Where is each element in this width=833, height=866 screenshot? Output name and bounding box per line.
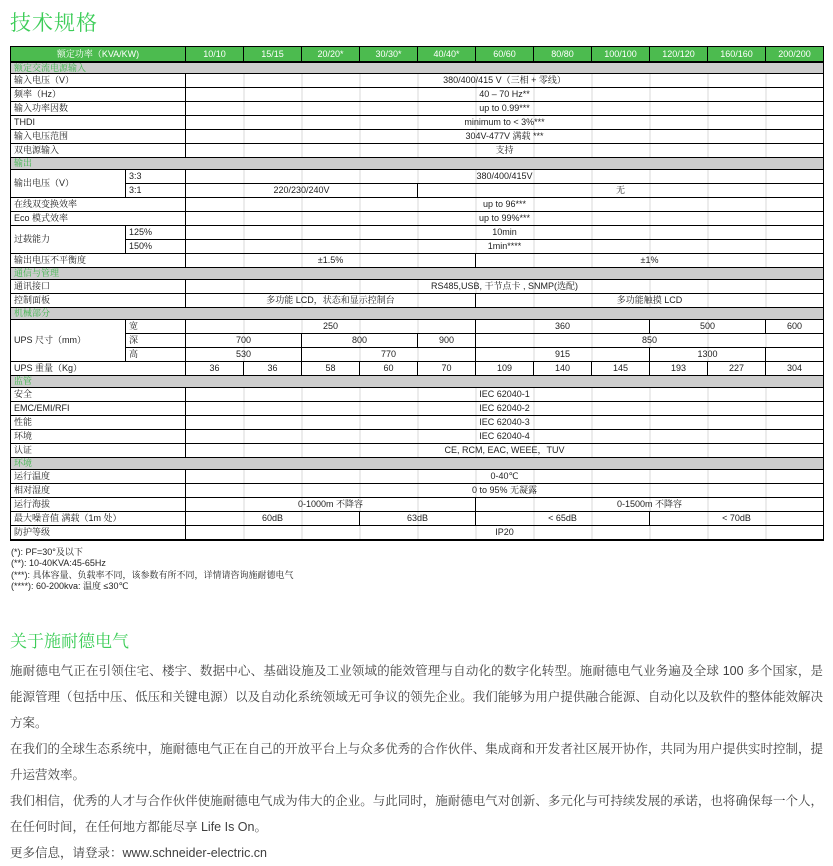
row-label: 最大噪音值 满载（1m 处） xyxy=(11,512,186,526)
row-label: 频率（Hz） xyxy=(11,88,186,102)
spec-value: 1300 xyxy=(650,348,766,362)
spec-row xyxy=(11,498,824,512)
spec-value: 0-40℃ xyxy=(186,470,824,484)
section-row xyxy=(11,308,824,320)
header-power-column: 30/30* xyxy=(360,47,418,62)
spec-value: 700 xyxy=(186,334,302,348)
spec-value: 36 xyxy=(244,362,302,376)
section-title: 机械部分 xyxy=(11,308,824,320)
about-section xyxy=(10,627,823,866)
spec-value: ±1.5% xyxy=(186,254,476,268)
spec-value: IEC 62040-4 xyxy=(186,430,824,444)
row-label: THDI xyxy=(11,116,186,130)
spec-value: 380/400/415V xyxy=(186,170,824,184)
spec-value: 58 xyxy=(302,362,360,376)
section-title: 输出 xyxy=(11,158,824,170)
footnote: (**): 10-40KVA:45-65Hz xyxy=(11,558,106,568)
spec-row xyxy=(11,402,824,416)
spec-value: 60dB xyxy=(186,512,360,526)
spec-value: 无 xyxy=(418,184,824,198)
header-power-column: 20/20* xyxy=(302,47,360,62)
spec-value: 145 xyxy=(592,362,650,376)
header-power-column: 10/10 xyxy=(186,47,244,62)
spec-value: 60 xyxy=(360,362,418,376)
row-label: 运行海拔 xyxy=(11,498,186,512)
spec-value: up to 99%*** xyxy=(186,212,824,226)
spec-row xyxy=(11,348,824,362)
spec-value: IEC 62040-2 xyxy=(186,402,824,416)
spec-row xyxy=(11,280,824,294)
spec-value: 304V-477V 满载 *** xyxy=(186,130,824,144)
row-label: 性能 xyxy=(11,416,186,430)
row-label: 通讯接口 xyxy=(11,280,186,294)
spec-value: 0 to 95% 无凝露 xyxy=(186,484,824,498)
spec-row xyxy=(11,320,824,334)
table-header-row xyxy=(11,47,824,62)
row-label: 输入电压（V） xyxy=(11,74,186,88)
spec-value: minimum to < 3%*** xyxy=(186,116,824,130)
spec-row xyxy=(11,388,824,402)
spec-row xyxy=(11,116,824,130)
spec-value: 109 xyxy=(476,362,534,376)
spec-value: 40 – 70 Hz** xyxy=(186,88,824,102)
spec-value: 193 xyxy=(650,362,708,376)
footnote: (****): 60-200kva: 温度 ≤30℃ xyxy=(11,581,129,591)
spec-row xyxy=(11,184,824,198)
header-power-column: 160/160 xyxy=(708,47,766,62)
spec-row xyxy=(11,362,824,376)
header-power-column: 80/80 xyxy=(534,47,592,62)
row-sublabel: 高 xyxy=(126,348,186,362)
spec-row xyxy=(11,334,824,348)
header-power-column: 120/120 xyxy=(650,47,708,62)
row-label: 在线双变换效率 xyxy=(11,198,186,212)
row-label: 输出电压不平衡度 xyxy=(11,254,186,268)
spec-value: 0-1000m 不降容 xyxy=(186,498,476,512)
spec-value: 0-1500m 不降容 xyxy=(476,498,824,512)
row-sublabel: 125% xyxy=(126,226,186,240)
section-row xyxy=(11,158,824,170)
spec-row xyxy=(11,226,824,240)
spec-row xyxy=(11,512,824,526)
row-label: 运行温度 xyxy=(11,470,186,484)
spec-value: ±1% xyxy=(476,254,824,268)
spec-value: 915 xyxy=(476,348,650,362)
spec-value: 900 xyxy=(418,334,476,348)
spec-value: 600 xyxy=(766,320,824,334)
section-title: 额定交流电源输入 xyxy=(11,62,824,74)
spec-value: 530 xyxy=(186,348,302,362)
row-label: Eco 模式效率 xyxy=(11,212,186,226)
spec-row xyxy=(11,254,824,268)
about-paragraph website-url: 更多信息，请登录：www.schneider-electric.cn xyxy=(10,845,267,860)
spec-row xyxy=(11,444,824,458)
row-label: 认证 xyxy=(11,444,186,458)
spec-value: 支持 xyxy=(186,144,824,158)
spec-row xyxy=(11,88,824,102)
spec-value xyxy=(766,348,824,362)
section-row xyxy=(11,458,824,470)
spec-value: 360 xyxy=(476,320,650,334)
spec-row xyxy=(11,102,824,116)
section-row xyxy=(11,62,824,74)
section-title: 监管 xyxy=(11,376,824,388)
spec-table xyxy=(10,46,824,541)
header-rated-power: 额定功率（KVA/KW) xyxy=(11,47,186,62)
spec-value: RS485,USB, 干节点卡 , SNMP(选配) xyxy=(186,280,824,294)
spec-value: 多功能触摸 LCD xyxy=(476,294,824,308)
row-label: UPS 重量（Kg） xyxy=(11,362,186,376)
row-label: 过载能力 xyxy=(11,226,126,254)
spec-value: 10min xyxy=(186,226,824,240)
section-title: 环境 xyxy=(11,458,824,470)
about-title: 关于施耐德电气 xyxy=(10,631,129,651)
spec-value: 220/230/240V xyxy=(186,184,418,198)
spec-value: up to 0.99*** xyxy=(186,102,824,116)
spec-value: 250 xyxy=(186,320,476,334)
spec-value: 500 xyxy=(650,320,766,334)
row-label: 控制面板 xyxy=(11,294,186,308)
spec-value: IP20 xyxy=(186,526,824,540)
spec-row xyxy=(11,144,824,158)
spec-value: 1min**** xyxy=(186,240,824,254)
row-label: 双电源输入 xyxy=(11,144,186,158)
row-label: 安全 xyxy=(11,388,186,402)
row-sublabel: 3:1 xyxy=(126,184,186,198)
row-label: 环境 xyxy=(11,430,186,444)
spec-row xyxy=(11,198,824,212)
page-title: 技术规格 xyxy=(10,12,98,35)
spec-row xyxy=(11,74,824,88)
row-label: 输入电压范围 xyxy=(11,130,186,144)
about-paragraph: 在我们的全球生态系统中，施耐德电气正在自己的开放平台上与众多优秀的合作伙伴、集成商和开发者社区展开协作，共同为用户提供实时控制，提升运营效率。 xyxy=(10,741,823,782)
header-power-column: 40/40* xyxy=(418,47,476,62)
section-row xyxy=(11,376,824,388)
spec-row xyxy=(11,430,824,444)
spec-value: 63dB xyxy=(360,512,476,526)
footnote: (*): PF=30°及以下 xyxy=(11,546,83,557)
spec-value: IEC 62040-1 xyxy=(186,388,824,402)
spec-value: 770 xyxy=(302,348,476,362)
spec-value: IEC 62040-3 xyxy=(186,416,824,430)
spec-row xyxy=(11,484,824,498)
header-power-column: 200/200 xyxy=(766,47,824,62)
spec-row xyxy=(11,470,824,484)
about-paragraph: 施耐德电气正在引领住宅、楼宇、数据中心、基础设施及工业领域的能效管理与自动化的数字化转型。施耐德电气业务遍及全球 100 多个国家，是能源管理（包括中压、低压和关键电源）以及自动化系统领域无可争议的领先企业。我们能够为用户提供融合能源、自动化以及软件的整体能效解决方案。 xyxy=(10,663,823,730)
about-paragraph: 我们相信，优秀的人才与合作伙伴使施耐德电气成为伟大的企业。与此同时，施耐德电气对创新、多元化与可持续发展的承诺，也将确保每一个人，在任何时间，在任何地方都能尽享 Life Is On。 xyxy=(10,793,823,834)
row-sublabel: 3:3 xyxy=(126,170,186,184)
footnote: (***): 具体容量、负载率不同，该参数有所不同，详情请咨询施耐德电气 xyxy=(11,569,294,580)
spec-row xyxy=(11,212,824,226)
spec-value: 140 xyxy=(534,362,592,376)
spec-value: up to 96*** xyxy=(186,198,824,212)
spec-row xyxy=(11,416,824,430)
header-power-column: 15/15 xyxy=(244,47,302,62)
row-label: UPS 尺寸（mm） xyxy=(11,320,126,362)
spec-value: 850 xyxy=(476,334,824,348)
row-label: 输出电压（V） xyxy=(11,170,126,198)
spec-value: 380/400/415 V（三相 + 零线） xyxy=(186,74,824,88)
spec-row xyxy=(11,170,824,184)
spec-value: < 70dB xyxy=(650,512,824,526)
row-label: 防护等级 xyxy=(11,526,186,540)
header-power-column: 60/60 xyxy=(476,47,534,62)
section-title: 通信与管理 xyxy=(11,268,824,280)
row-sublabel: 深 xyxy=(126,334,186,348)
row-label: 输入功率因数 xyxy=(11,102,186,116)
row-label: EMC/EMI/RFI xyxy=(11,402,186,416)
spec-value: CE, RCM, EAC, WEEE，TUV xyxy=(186,444,824,458)
spec-value: < 65dB xyxy=(476,512,650,526)
spec-value: 70 xyxy=(418,362,476,376)
row-sublabel: 宽 xyxy=(126,320,186,334)
spec-value: 36 xyxy=(186,362,244,376)
row-sublabel: 150% xyxy=(126,240,186,254)
row-label: 相对湿度 xyxy=(11,484,186,498)
spec-value: 227 xyxy=(708,362,766,376)
footnotes xyxy=(11,547,823,593)
spec-row xyxy=(11,240,824,254)
spec-value: 800 xyxy=(302,334,418,348)
spec-row xyxy=(11,130,824,144)
header-power-column: 100/100 xyxy=(592,47,650,62)
spec-value: 多功能 LCD，状态和显示控制台 xyxy=(186,294,476,308)
spec-row xyxy=(11,526,824,540)
spec-value: 304 xyxy=(766,362,824,376)
section-row xyxy=(11,268,824,280)
spec-row xyxy=(11,294,824,308)
